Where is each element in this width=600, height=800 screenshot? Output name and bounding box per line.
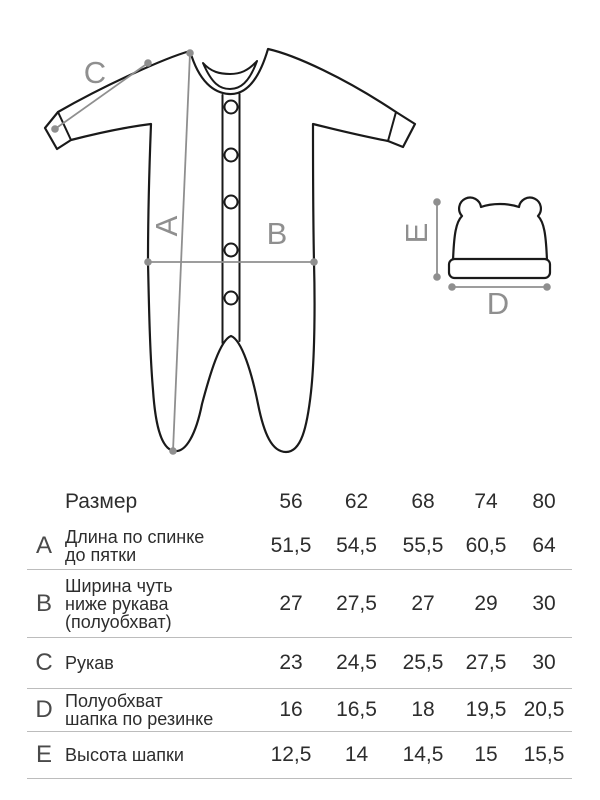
row-value: 30 (532, 591, 556, 615)
row-label-line: Ширина чуть (65, 575, 173, 596)
row-label-line: Высота шапки (65, 745, 184, 765)
row-value: 15,5 (523, 743, 565, 766)
row-value: 60,5 (465, 534, 507, 557)
row-value: 30 (532, 651, 556, 674)
row-value: 27,5 (336, 591, 377, 615)
onesie-drawing (45, 49, 415, 452)
row-letter: D (35, 696, 53, 723)
header-size-label: Размер (65, 489, 138, 513)
row-label-line: шапка по резинке (65, 709, 214, 729)
row-value: 14,5 (402, 743, 444, 766)
row-label (61, 577, 259, 631)
row-label-line: до пятки (65, 545, 137, 565)
row-letter: A (35, 532, 52, 559)
row-label-line: Длина по спинке (65, 527, 205, 547)
row-letter: E (35, 741, 52, 768)
label-b: B (266, 216, 288, 251)
label-e: E (398, 222, 434, 244)
measure-d-hat-width (448, 283, 551, 321)
table-header-row (27, 480, 572, 523)
label-c: C (83, 54, 107, 90)
label-d: D (486, 286, 510, 321)
row-value: 12,5 (270, 743, 312, 766)
row-label (61, 692, 259, 728)
size-column-header: 62 (344, 489, 369, 513)
size-column-header: 56 (279, 489, 303, 513)
row-value: 27 (411, 591, 435, 615)
row-value: 14 (344, 743, 369, 766)
row-value: 25,5 (402, 651, 444, 674)
size-column-header: 80 (532, 489, 556, 513)
row-value: 64 (532, 534, 556, 557)
row-label-line: ниже рукава (65, 593, 169, 614)
snap-button (225, 292, 238, 305)
row-value: 51,5 (270, 534, 312, 557)
row-label (61, 746, 259, 764)
row-value: 18 (411, 698, 435, 721)
row-label-line: Полуобхват (65, 691, 163, 711)
row-label (61, 528, 259, 564)
row-value: 15 (474, 743, 498, 766)
row-label-line: Рукав (65, 653, 114, 673)
table-row-b (27, 570, 572, 638)
hat-drawing (449, 198, 550, 278)
label-a: A (148, 215, 184, 237)
row-value: 19,5 (465, 698, 507, 721)
row-label-line: (полуобхват) (65, 611, 172, 632)
row-value: 27 (279, 591, 303, 615)
hat-band (449, 259, 550, 278)
snap-button (225, 196, 238, 209)
row-value: 23 (279, 651, 303, 674)
table-row-a (27, 523, 572, 570)
measure-e-hat-height (399, 198, 441, 281)
row-value: 27,5 (465, 651, 507, 674)
row-value: 55,5 (402, 534, 444, 557)
table-row-d (27, 689, 572, 732)
row-value: 16 (279, 698, 303, 721)
table-row-e (27, 732, 572, 779)
row-letter: B (35, 589, 52, 617)
snap-button (225, 101, 238, 114)
table-row-c (27, 638, 572, 689)
row-value: 20,5 (523, 698, 565, 721)
size-column-header: 68 (411, 489, 435, 513)
row-value: 54,5 (336, 534, 377, 557)
snap-button (225, 149, 238, 162)
size-table (27, 480, 572, 779)
snap-button (225, 244, 238, 257)
row-value: 29 (474, 591, 498, 615)
row-value: 16,5 (336, 698, 377, 721)
row-letter: C (35, 649, 53, 676)
row-label (61, 654, 259, 672)
hat-dome-and-ears (453, 198, 547, 261)
size-column-header: 74 (474, 489, 498, 513)
row-value: 24,5 (336, 651, 377, 674)
